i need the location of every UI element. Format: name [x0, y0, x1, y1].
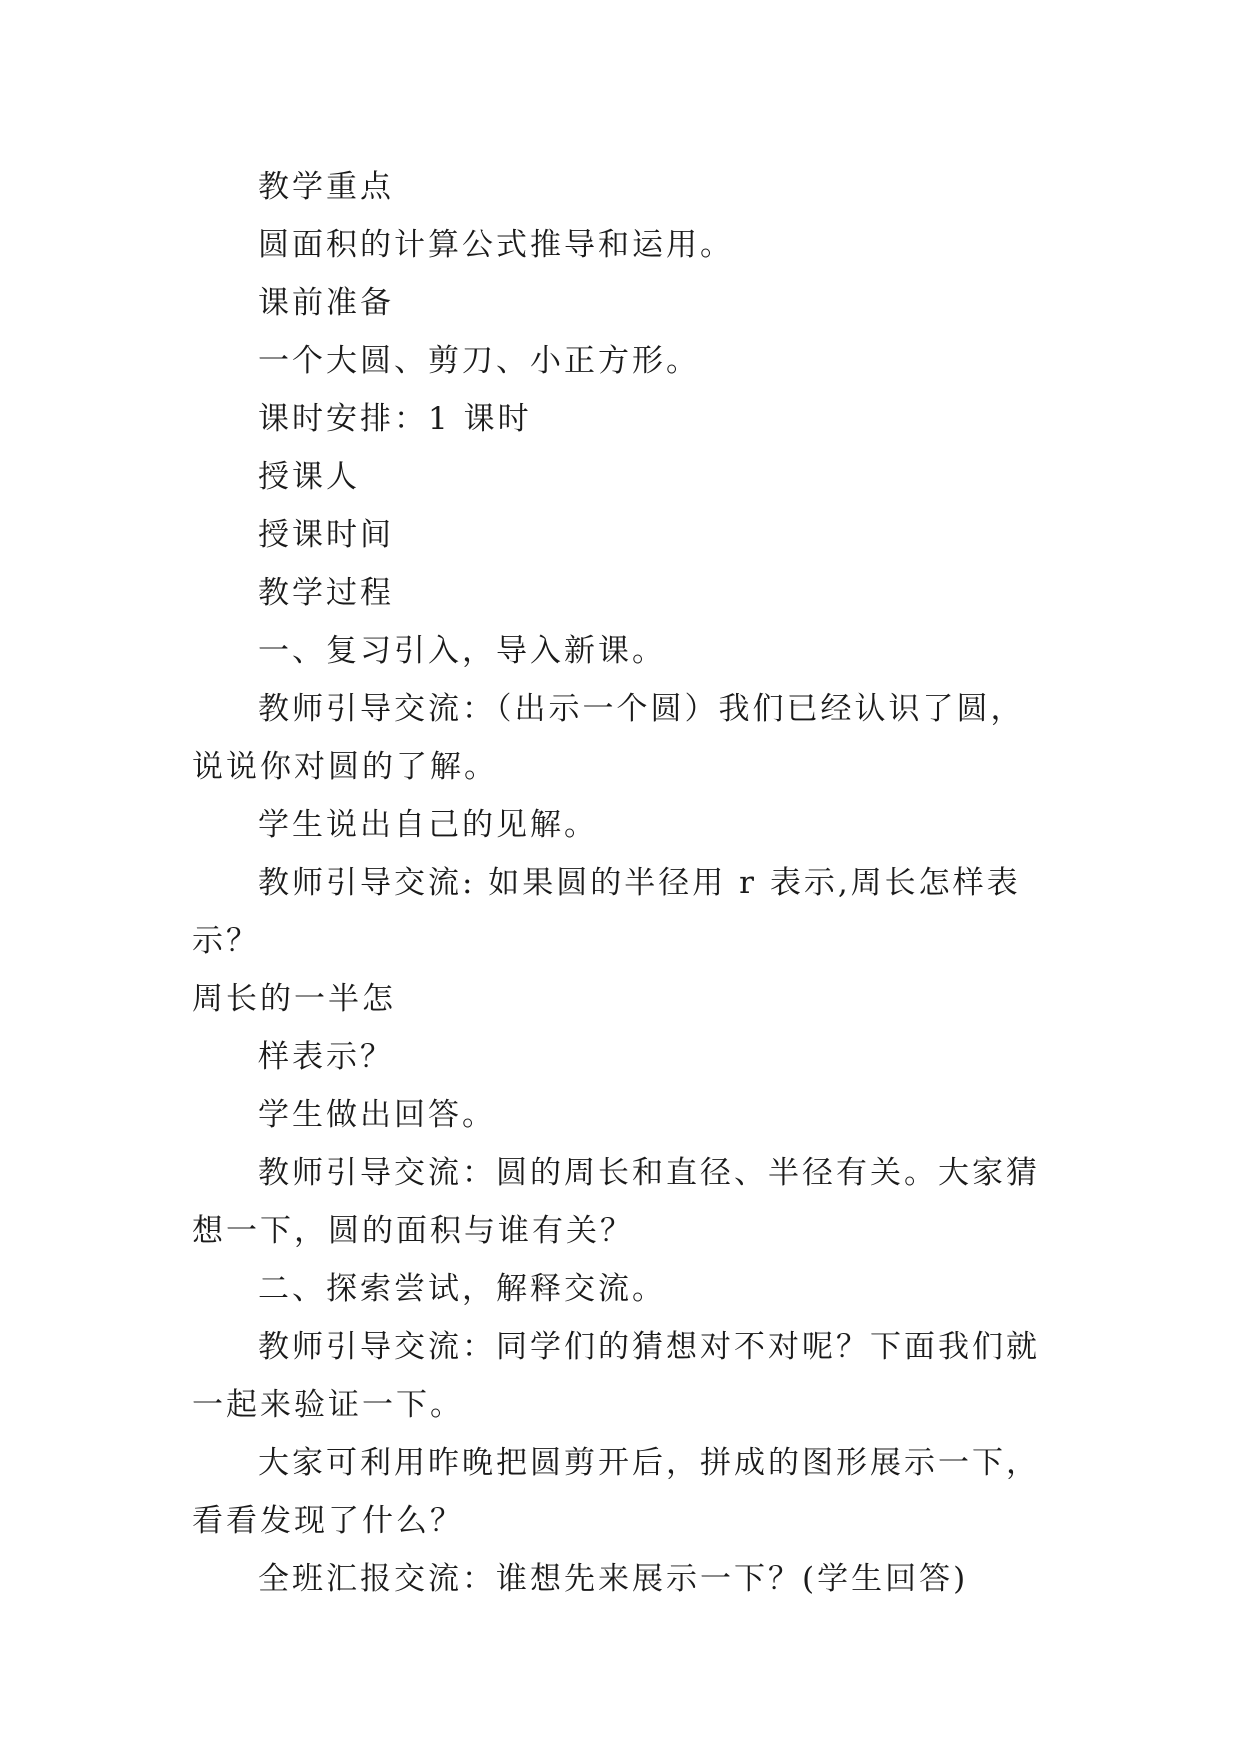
- paragraph: 学生说出自己的见解。: [258, 807, 598, 843]
- paragraph: 教师引导交流：圆的周长和直径、半径有关。大家猜想一下，圆的面积与谁有关？: [192, 1155, 1040, 1249]
- section-heading-teaching-focus: 教学重点: [258, 169, 394, 205]
- paragraph: 大家可利用昨晚把圆剪开后，拼成的图形展示一下，看看发现了什么？: [192, 1445, 1040, 1539]
- section-heading-part-one: 一、复习引入，导入新课。: [258, 633, 666, 669]
- paragraph: 样表示？: [258, 1039, 394, 1075]
- paragraph: 学生做出回答。: [258, 1097, 496, 1133]
- paragraph: 教师引导交流：同学们的猜想对不对呢？下面我们就一起来验证一下。: [192, 1329, 1040, 1423]
- paragraph: 教师引导交流: 如果圆的半径用 r 表示,周长怎样表示？: [192, 865, 1021, 959]
- paragraph-teaching-time: 授课时间: [258, 517, 394, 553]
- section-heading-preparation: 课前准备: [258, 285, 394, 321]
- paragraph-teacher: 授课人: [258, 459, 360, 495]
- paragraph-continuation: 周长的一半怎: [192, 981, 396, 1017]
- section-heading-part-two: 二、探索尝试，解释交流。: [258, 1271, 666, 1307]
- paragraph: 教师引导交流：（出示一个圆）我们已经认识了圆，说说你对圆的了解。: [192, 691, 1025, 785]
- paragraph: 全班汇报交流：谁想先来展示一下？(学生回答): [258, 1561, 969, 1597]
- paragraph-schedule: 课时安排：1 课时: [258, 401, 532, 437]
- document-body: [192, 158, 1052, 1608]
- paragraph: 圆面积的计算公式推导和运用。: [258, 227, 734, 263]
- paragraph: 一个大圆、剪刀、小正方形。: [258, 343, 700, 379]
- section-heading-process: 教学过程: [258, 575, 394, 611]
